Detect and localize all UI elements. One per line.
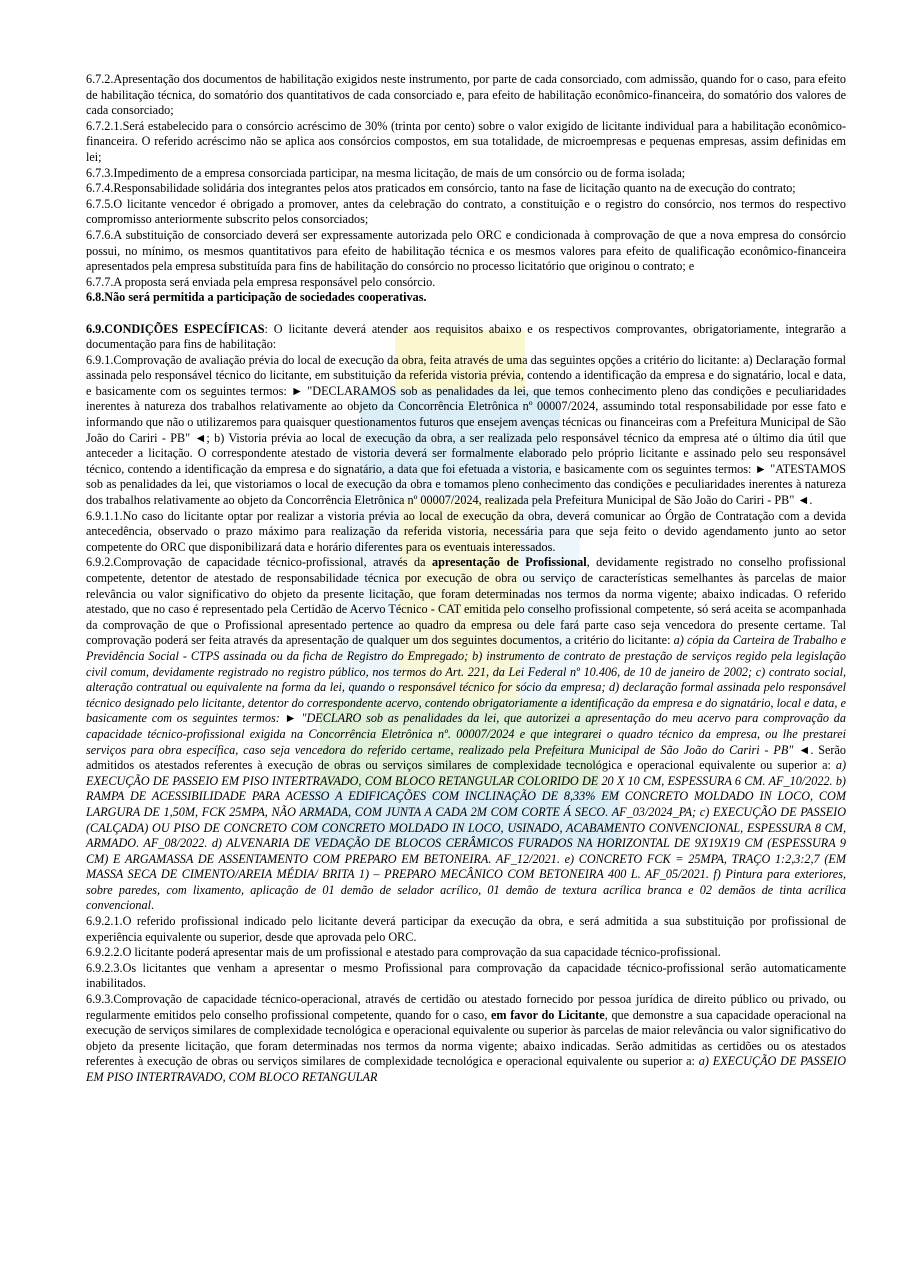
clause-6-9-2 [86, 555, 846, 914]
clause-6-8 [86, 290, 846, 306]
document-body [86, 72, 846, 1086]
clause-6-9-3-bold: em favor do Licitante [491, 1007, 605, 1022]
clause-6-9-2-2: 6.9.2.2.O licitante poderá apresentar mais de um profissional e atestado para comprovação da sua capacidade técnico-profissional. [86, 945, 721, 960]
clause-6-7-5: 6.7.5.O licitante vencedor é obrigado a promover, antes da celebração do contrato, a constituição e o registro do consórcio, nos termos do respectivo compromisso anteriormente subscrito pelos consorciados; [86, 196, 846, 227]
clause-6-9-text: : O licitante deverá atender aos requisitos abaixo e os respectivos comprovantes, obrigatoriamente, integrarão a documentação para fins de habilitação: [86, 321, 846, 352]
clause-6-9-2-bold: apresentação de Profissional [431, 555, 587, 570]
clause-6-8-text: 6.8.Não será permitida a participação de sociedades cooperativas. [86, 290, 427, 305]
clause-6-9-heading: 6.9.CONDIÇÕES ESPECÍFICAS [86, 321, 265, 336]
clause-6-7-2: 6.7.2.Apresentação dos documentos de habilitação exigidos neste instrumento, por parte de cada consorciado, com admissão, quando for o caso, para efeito de habilitação técnica, do somatório dos quantitativos de cada consorciado e, para efeito de habilitação econômico-financeira, do somatório dos valores de cada consorciado; [86, 72, 846, 118]
clause-6-9-3-text-a: 6.9.3.Comprovação de capacidade técnico-operacional, através de certidão ou atestado fornecido por pessoa jurídica de direito público ou privado, ou regularmente emitidos pelo conselho profissional competente, quando for o caso, [86, 992, 846, 1022]
clause-6-7-6: 6.7.6.A substituição de consorciado deverá ser expressamente autorizada pelo ORC e condicionada à comprovação de que a nova empresa do consórcio possui, no mínimo, os mesmos quantitativos para efeito de habilitação técnica e os mesmos valores para efeito de qualificação econômico-financeira apresentados pela empresa substituída para fins de habilitação do consórcio no processo licitatório que originou o contrato; e [86, 227, 846, 274]
clause-6-9-1: 6.9.1.Comprovação de avaliação prévia do local de execução da obra, feita através de uma das seguintes opções a critério do licitante: a) Declaração formal assinada pelo responsável técnico do licitante, em substituição da referida vistoria prévia, contendo a identificação da empresa e do signatário, local e data, e basicamente com os seguintes termos: ► "DECLARAMOS sob as penalidades da lei, que temos conhecimento pleno das condições e peculiaridades inerentes à natureza dos trabalhos relativamente ao objeto da Concorrência Eletrônica nº 00007/2024, assumindo total responsabilidade por esse fato e informando que não o utilizaremos para quaisquer questionamentos futuros que ensejem avenças técnicas ou financeiras com a Prefeitura Municipal de São João do Cariri - PB" ◄; b) Vistoria prévia ao local de execução da obra, a ser realizada pelo responsável técnico da empresa até o último dia útil que anteceder a licitação. O correspondente atestado de vistoria deverá ser formalmente elaborado pelo próprio licitante e assinado pelo seu responsável técnico, contendo a identificação da empresa e do signatário, a data que foi efetuada a vistoria, e basicamente com os seguintes termos: ► "ATESTAMOS sob as penalidades da lei, que vistoriamos o local de execução da obra e tomamos pleno conhecimento das condições e peculiaridades inerentes à natureza dos trabalhos relativamente ao objeto da Concorrência Eletrônica nº 00007/2024, realizada pela Prefeitura Municipal de São João do Cariri - PB" ◄. [86, 352, 846, 508]
clause-6-7-3: 6.7.3.Impedimento de a empresa consorciada participar, na mesma licitação, de mais de um consórcio ou de forma isolada; [86, 165, 686, 180]
clause-6-9 [86, 322, 846, 353]
clause-6-9-2-text-e: . Serão admitidos os atestados referentes à execução de obras ou serviços similares de complexidade tecnológica e operacional equivalente ou superior a: [86, 742, 846, 773]
clause-6-7-2-1: 6.7.2.1.Será estabelecido para o consórcio acréscimo de 30% (trinta por cento) sobre o valor exigido de licitante individual para a habilitação econômico-financeira. O referido acréscimo não se aplica aos consórcios compostos, em sua totalidade, de microempresas e pequenas empresas, assim definidas em lei; [86, 118, 846, 164]
clause-6-9-2-1: 6.9.2.1.O referido profissional indicado pelo licitante deverá participar da execução da obra, e será admitida a sua substituição por profissional de experiência equivalente ou superior, desde que aprovada pelo ORC. [86, 914, 846, 944]
clause-6-9-2-services-list: a) EXECUÇÃO DE PASSEIO EM PISO INTERTRAVADO, COM BLOCO RETANGULAR COLORIDO DE 20 X 10 CM, ESPESSURA 6 CM. AF_10/2022. b) RAMPA DE ACESSIBILIDADE PARA ACESSO A EDIFICAÇÕES COM INCLINAÇÃO DE 8,33% EM CONCRETO MOLDADO IN LOCO, COM LARGURA DE 1,50M, FCK 25MPA, NÃO ARMADA, COM JUNTA A CADA 2M COM CORTE Á SECO. AF_03/2024_PA; c) EXECUÇÃO DE PASSEIO (CALÇADA) OU PISO DE CONCRETO COM CONCRETO MOLDADO IN LOCO, USINADO, ACABAMENTO CONVENCIONAL, ESPESSURA 8 CM, ARMADO. AF_08/2022. d) ALVENARIA DE VEDAÇÃO DE BLOCOS CERÂMICOS FURADOS NA HORIZONTAL DE 9X19X19 CM (ESPESSURA 9 CM) E ARGAMASSA DE ASSENTAMENTO COM PREPARO EM BETONEIRA. AF_12/2021. e) CONCRETO FCK = 25MPA, TRAÇO 1:2,3:2,7 (EM MASSA SECA DE CIMENTO/AREIA MÉDIA/ BRITA 1) – PREPARO MECÂNICO COM BETONEIRA 400 L. AF_05/2021. f) Pintura para exteriores, sobre paredes, com lixamento, aplicação de 01 demão de selador acrílico, 01 demão de textura acrílica branca e 02 demãos de tinta acrílica convencional [86, 758, 846, 913]
clause-6-9-2-text-g: . [150, 898, 155, 913]
paragraph-gap [86, 306, 846, 322]
clause-6-9-2-text-a: 6.9.2.Comprovação de capacidade técnico-profissional, através da [86, 555, 432, 570]
clause-6-9-2-text-c: , devidamente registrado no conselho profissional competente, detentor de atestado de responsabilidade técnica por execução de obra ou serviço de características semelhantes às parcelas de maior relevância ou valor significativo do objeto da presente licitação, que foram determinadas nos termos da norma vigente; abaixo indicadas. O referido atestado, que no caso é representado pela Certidão de Acervo Técnico - CAT emitida pelo conselho profissional competente, só será aceita se acompanhada da comprovação de que o Profissional apresentado pertence ao quadro da empresa ou dele fará parte caso seja vencedora do presente certame. Tal comprovação poderá ser feita através da apresentação de qualquer um dos seguintes documentos, a critério do licitante: [86, 555, 846, 648]
clause-6-7-4: 6.7.4.Responsabilidade solidária dos integrantes pelos atos praticados em consórcio, tanto na fase de licitação quanto na de execução do contrato; [86, 181, 796, 196]
clause-6-7-7: 6.7.7.A proposta será enviada pela empresa responsável pelo consórcio. [86, 274, 436, 289]
clause-6-9-3-services-list: a) EXECUÇÃO DE PASSEIO EM PISO INTERTRAVADO, COM BLOCO RETANGULAR [86, 1054, 846, 1084]
clause-6-9-3-text-c: , que demonstre a sua capacidade operacional na execução de serviços similares de complexidade tecnológica e operacional equivalente ou superior às parcelas de maior relevância ou valor significativo do objeto da presente licitação, que foram determinadas nos termos da norma vigente; abaixo indicadas. Serão admitidas as certidões ou os atestados referentes à execução de obras ou serviços similares de complexidade tecnológica e operacional equivalente ou superior a: [86, 1007, 846, 1069]
clause-6-9-3 [86, 992, 846, 1086]
clause-6-9-2-documents-list: a) cópia da Carteira de Trabalho e Previdência Social - CTPS assinada ou da ficha de Registro do Empregado; b) instrumento de contrato de prestação de serviços regido pela legislação civil comum, devidamente registrado no registro público, nos termos do Art. 221, da Lei Federal nº 10.406, de 10 de janeiro de 2002; c) contrato social, alteração contratual ou equivalente na forma da lei, quando o responsável técnico for sócio da empresa; d) declaração formal assinada pelo responsável técnico designado pelo licitante, detentor do correspondente acervo, contendo obrigatoriamente a identificação da empresa e do signatário, local e data, e basicamente com os seguintes termos: ► "DECLARO sob as penalidades da lei, que autorizei a apresentação do meu acervo para comprovação da capacidade técnico-profissional exigida na Concorrência Eletrônica nº. 00007/2024 e que integrarei o quadro técnico da empresa, ou lhe prestarei serviços para obra específica, caso seja vencedora do referido certame, realizado pela Prefeitura Municipal de São João do Cariri - PB" ◄ [86, 633, 846, 757]
clause-6-9-2-3: 6.9.2.3.Os licitantes que venham a apresentar o mesmo Profissional para comprovação da capacidade técnico-profissional serão automaticamente inabilitados. [86, 960, 846, 991]
clause-6-9-1-1: 6.9.1.1.No caso do licitante optar por realizar a vistoria prévia ao local de execução da obra, deverá comunicar ao Órgão de Contratação com a devida antecedência, observado o prazo máximo para realização da referida vistoria, necessária para que seja feito o devido agendamento junto ao setor competente do ORC que disponibilizará data e horário diferentes para os eventuais interessados. [86, 508, 846, 554]
